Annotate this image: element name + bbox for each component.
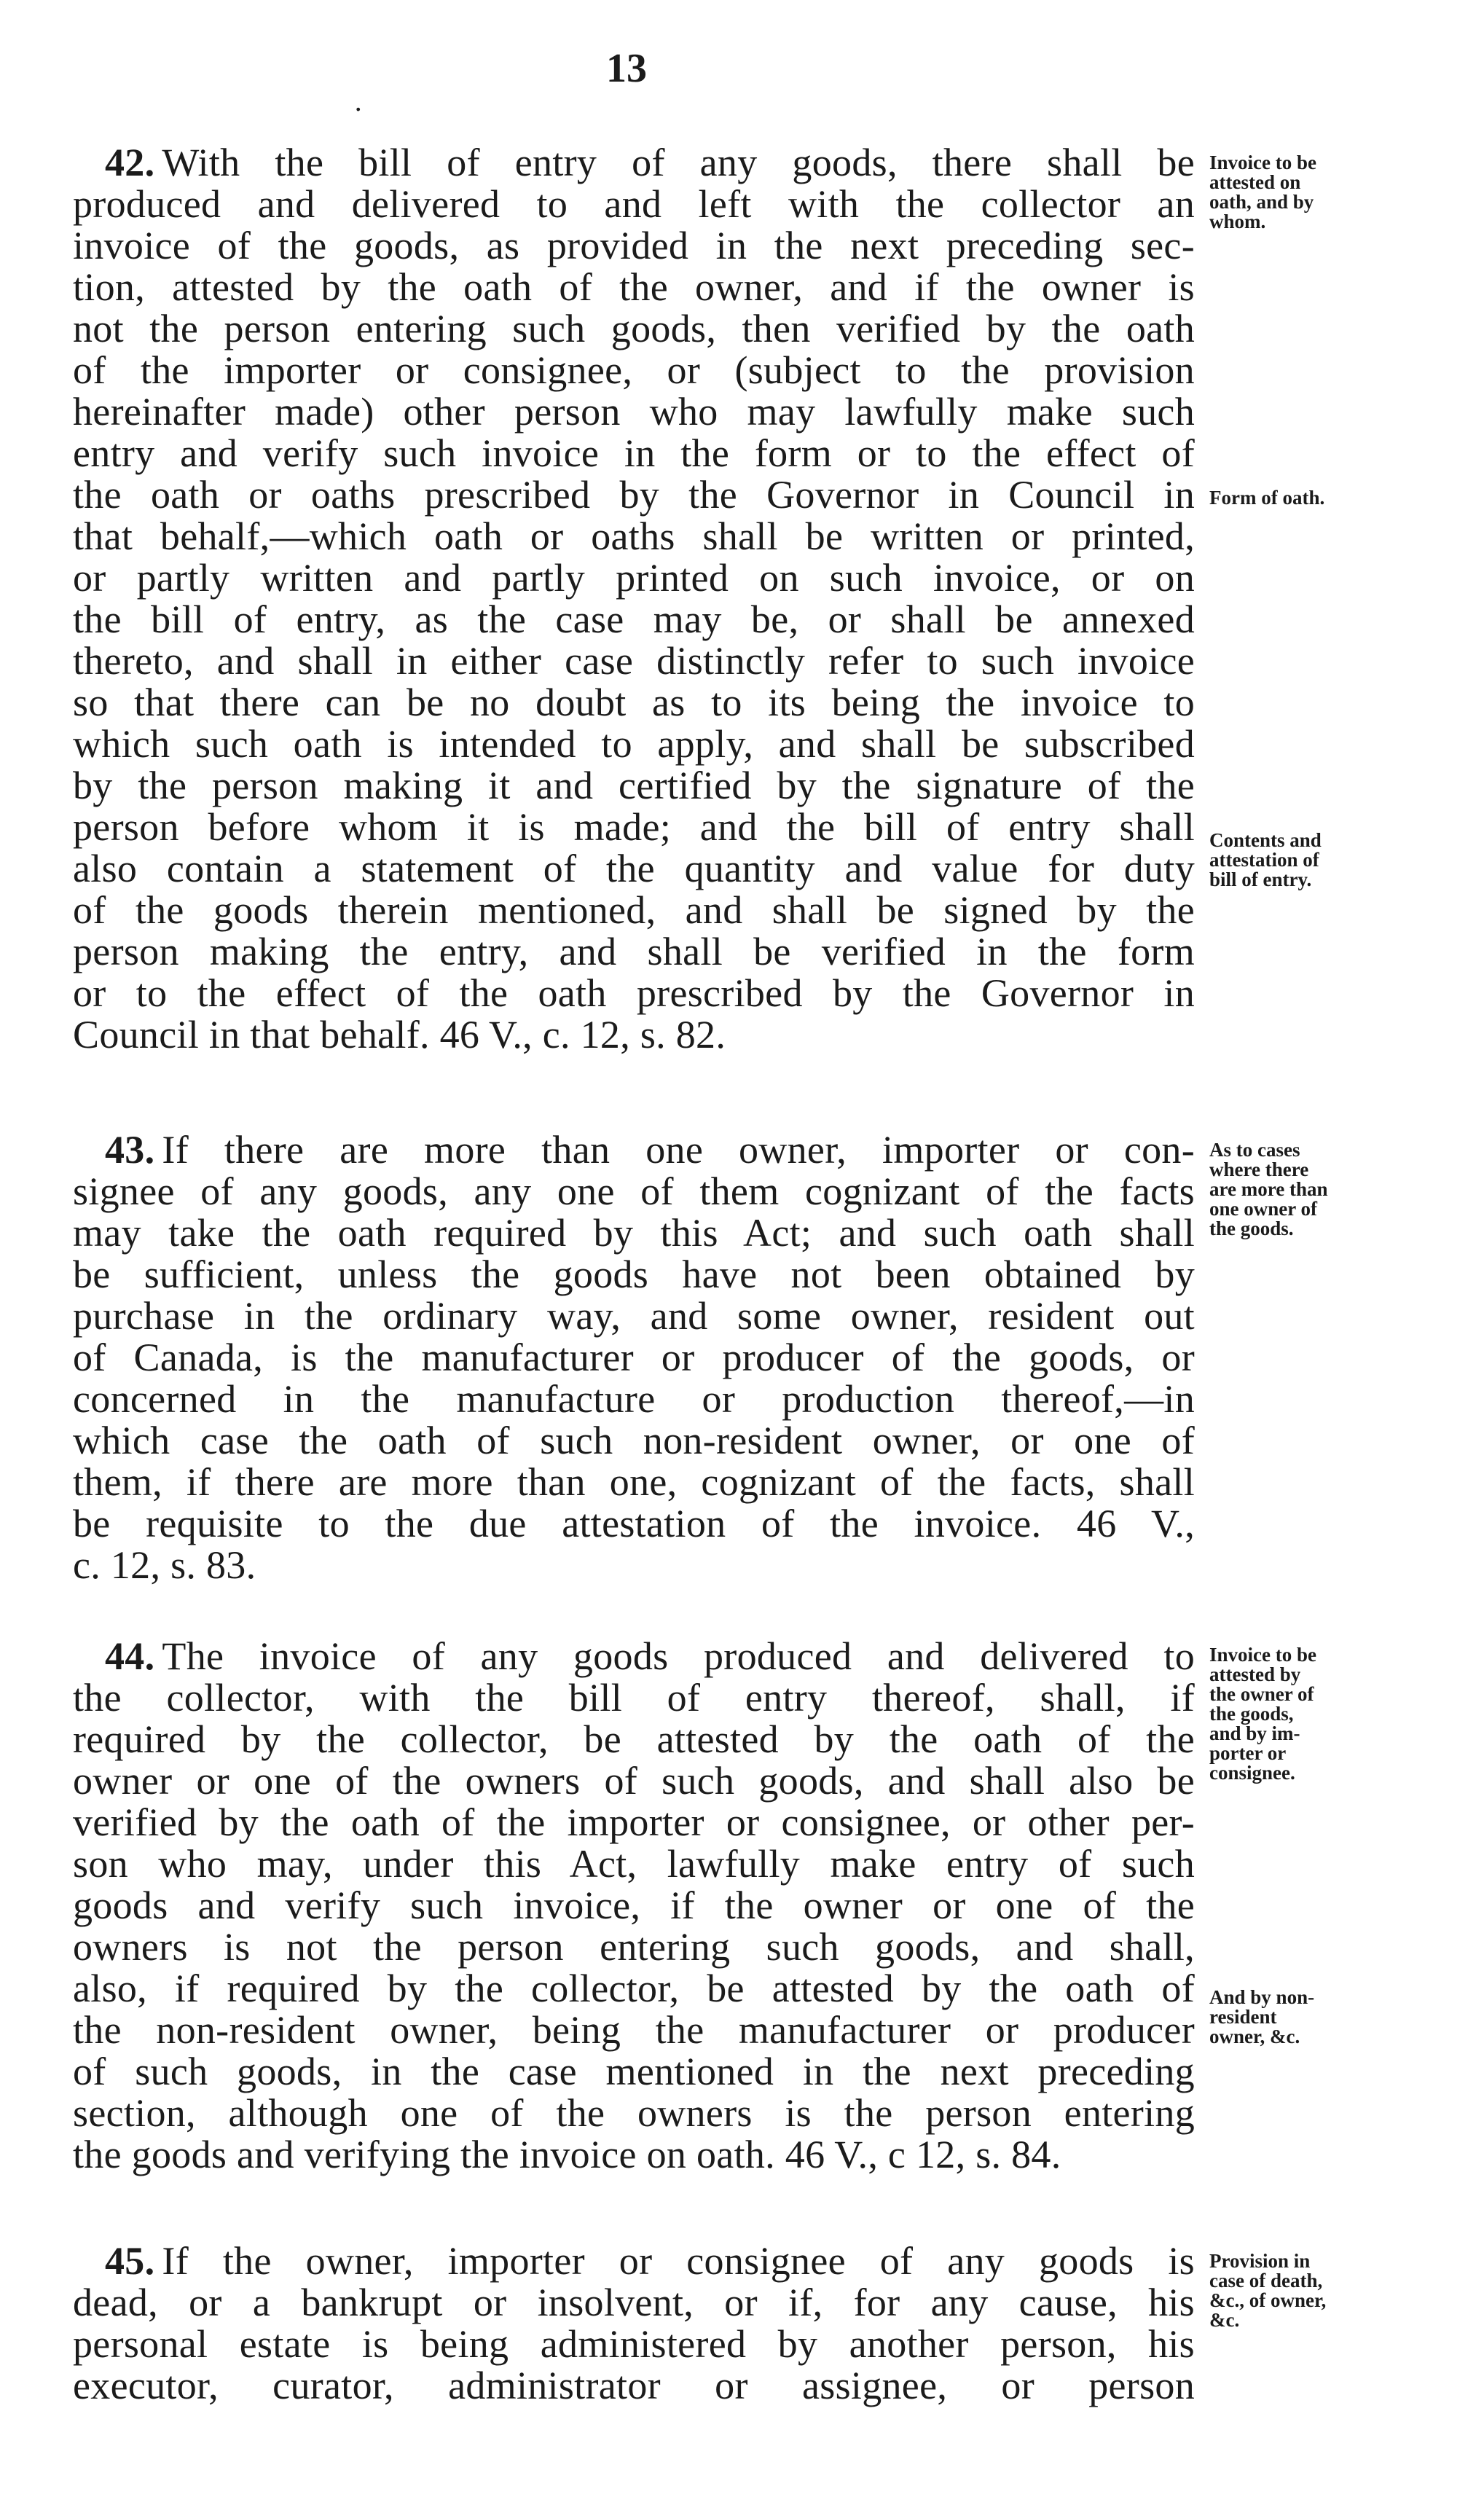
text-line: owner or one of the owners of such goods, and shall also be	[73, 1759, 1195, 1803]
page-number: 13	[606, 46, 647, 91]
margin-note-invoice-owner-importer: Invoice to be attested by the owner of the goods, and by im- porter or consignee.	[1209, 1644, 1316, 1784]
text-line: signee of any goods, any one of them cognizant of the facts	[73, 1169, 1195, 1213]
text-line: c. 12, s. 83.	[73, 1543, 256, 1587]
text-line: produced and delivered to and left with the collector an	[73, 182, 1195, 226]
text-line: tion, attested by the oath of the owner, and if the owner is	[73, 265, 1195, 309]
text-line: the bill of entry, as the case may be, or shall be annexed	[73, 597, 1195, 641]
text-line: or to the effect of the oath prescribed by the Governor in	[73, 971, 1195, 1015]
text-line: If the owner, importer or consignee of any goods is	[162, 2239, 1195, 2283]
text-line: person making the entry, and shall be verified in the form	[73, 930, 1195, 973]
text-line: also contain a statement of the quantity and value for duty	[73, 847, 1195, 890]
text-line: also, if required by the collector, be attested by the oath of	[73, 1967, 1195, 2010]
text-line: of the importer or consignee, or (subject to the provision	[73, 348, 1195, 392]
section-first-line	[73, 1129, 1195, 1171]
margin-note-contents-attestation: Contents and attestation of bill of entry.	[1209, 829, 1322, 890]
text-line: personal estate is being administered by another person, his	[73, 2322, 1195, 2366]
text-line: so that there can be no doubt as to its being the invoice to	[73, 681, 1195, 724]
text-line: executor, curator, administrator or assignee, or person	[73, 2364, 1195, 2407]
section-number: 42.	[105, 141, 155, 184]
text-line: thereto, and shall in either case distinctly refer to such invoice	[73, 639, 1195, 683]
text-line: of such goods, in the case mentioned in the next preceding	[73, 2050, 1195, 2093]
text-line: dead, or a bankrupt or insolvent, or if, for any cause, his	[73, 2281, 1195, 2324]
text-line: With the bill of entry of any goods, there shall be	[162, 141, 1195, 184]
text-line: section, although one of the owners is the person entering	[73, 2091, 1195, 2135]
text-line: entry and verify such invoice in the form or to the effect of	[73, 431, 1195, 475]
margin-note-invoice-attested: Invoice to be attested on oath, and by whom.	[1209, 152, 1316, 232]
margin-note-form-of-oath: Form of oath.	[1209, 487, 1325, 509]
section-first-line	[73, 1636, 1195, 1677]
section-first-line	[73, 142, 1195, 184]
margin-note-multiple-owners: As to cases where there are more than one owner of the goods.	[1209, 1139, 1328, 1239]
section-42	[73, 142, 1195, 1056]
text-line: of the goods therein mentioned, and shall be signed by the	[73, 888, 1195, 932]
text-line: required by the collector, be attested by the oath of the	[73, 1717, 1195, 1761]
text-line: not the person entering such goods, then verified by the oath	[73, 307, 1195, 350]
text-line: be requisite to the due attestation of the invoice. 46 V.,	[73, 1502, 1195, 1545]
text-line: concerned in the manufacture or production thereof,—in	[73, 1377, 1195, 1421]
text-line: The invoice of any goods produced and delivered to	[162, 1634, 1195, 1678]
text-line: the non-resident owner, being the manufacturer or producer	[73, 2008, 1195, 2052]
text-line: which such oath is intended to apply, and shall be subscribed	[73, 722, 1195, 766]
text-line: by the person making it and certified by the signature of the	[73, 764, 1195, 807]
section-number: 44.	[105, 1634, 155, 1678]
text-line: son who may, under this Act, lawfully make entry of such	[73, 1842, 1195, 1886]
section-45	[73, 2240, 1195, 2407]
section-43	[73, 1129, 1195, 1586]
section-number: 43.	[105, 1128, 155, 1172]
text-line: be sufficient, unless the goods have not been obtained by	[73, 1252, 1195, 1296]
text-line: may take the oath required by this Act; and such oath shall	[73, 1211, 1195, 1255]
text-line: that behalf,—which oath or oaths shall be written or printed,	[73, 514, 1195, 558]
text-line: owners is not the person entering such goods, and shall,	[73, 1925, 1195, 1969]
margin-note-death-of-owner: Provision in case of death, &c., of owner, &c.	[1209, 2250, 1327, 2331]
text-line: purchase in the ordinary way, and some owner, resident out	[73, 1294, 1195, 1338]
section-first-line	[73, 2240, 1195, 2282]
section-number: 45.	[105, 2239, 155, 2283]
text-line: verified by the oath of the importer or consignee, or other per-	[73, 1800, 1195, 1844]
text-line: the goods and verifying the invoice on oath. 46 V., c 12, s. 84.	[73, 2133, 1061, 2176]
text-line: person before whom it is made; and the bill of entry shall	[73, 805, 1195, 849]
margin-note-non-resident-owner: And by non- resident owner, &c.	[1209, 1986, 1315, 2047]
text-line: invoice of the goods, as provided in the next preceding sec-	[73, 224, 1195, 267]
text-line: If there are more than one owner, importer or con-	[162, 1128, 1195, 1172]
text-line: of Canada, is the manufacturer or producer of the goods, or	[73, 1336, 1195, 1379]
text-line: which case the oath of such non-resident owner, or one of	[73, 1419, 1195, 1462]
stray-mark: .	[354, 87, 363, 117]
text-line: the collector, with the bill of entry thereof, shall, if	[73, 1676, 1195, 1720]
text-line: Council in that behalf. 46 V., c. 12, s. 82.	[73, 1013, 726, 1056]
text-line: hereinafter made) other person who may lawfully make such	[73, 390, 1195, 434]
section-44	[73, 1636, 1195, 2176]
text-line: goods and verify such invoice, if the owner or one of the	[73, 1883, 1195, 1927]
text-line: the oath or oaths prescribed by the Governor in Council in	[73, 473, 1195, 517]
text-line: or partly written and partly printed on such invoice, or on	[73, 556, 1195, 600]
text-line: them, if there are more than one, cognizant of the facts, shall	[73, 1460, 1195, 1504]
